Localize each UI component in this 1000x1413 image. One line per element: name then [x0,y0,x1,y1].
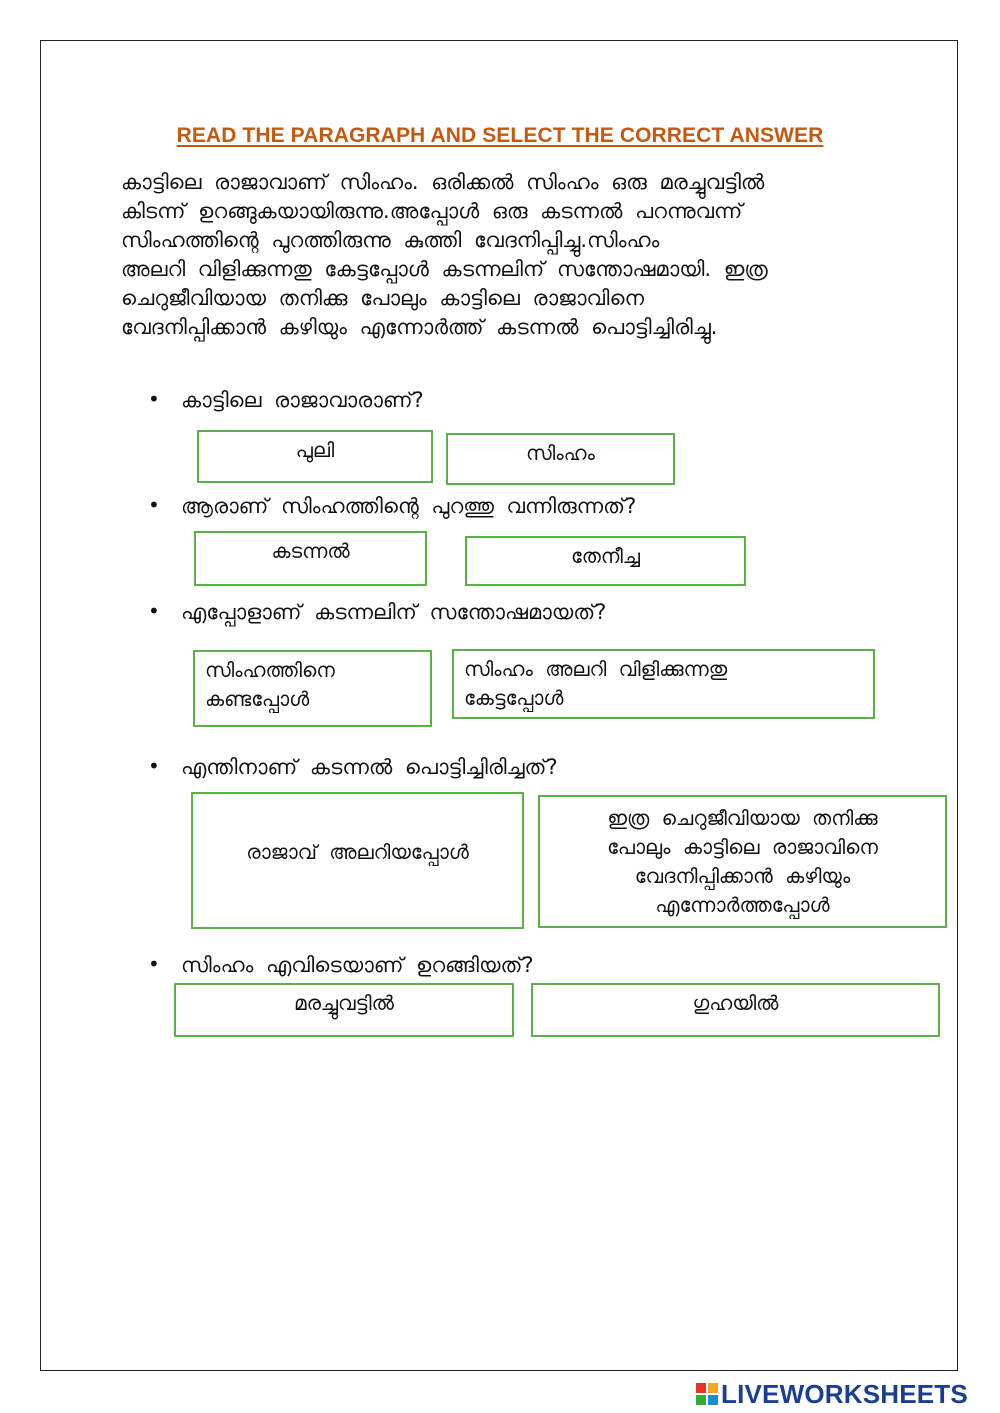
answer-option-q5-b[interactable] [531,983,940,1037]
bullet-icon: • [148,952,160,976]
question-text: ആരാണ് സിംഹത്തിന്റെ പുറത്തു വന്നിരുന്നത്? [181,494,637,518]
paragraph-line: സിംഹത്തിന്റെ പുറത്തിരുന്നു കുത്തി വേദനിപ്പിച്ചു.സിംഹം [121,228,660,252]
question-text: എപ്പോളാണ് കടന്നലിന് സന്തോഷമായത്? [181,600,607,624]
option-label: രാജാവ് അലറിയപ്പോൾ [246,840,469,864]
option-label-line: പോലും കാട്ടിലെ രാജാവിനെ [607,834,878,859]
option-label-line: വേദനിപ്പിക്കാൻ കഴിയും [634,863,851,888]
question-text: എന്തിനാണ് കടന്നൽ പൊട്ടിച്ചിരിച്ചത്? [181,755,558,779]
liveworksheets-logo-icon [696,1383,718,1405]
paragraph-line: അലറി വിളിക്കുന്നതു കേട്ടപ്പോൾ കടന്നലിന് സന്തോഷമായി. ഇത്ര [121,257,768,281]
paragraph-line: കിടന്ന് ഉറങ്ങുകയായിരുന്നു.അപ്പോൾ ഒരു കടന്നൽ പറന്നുവന്ന് [121,199,743,223]
question-text: കാട്ടിലെ രാജാവാരാണ്? [181,388,424,412]
answer-option-q5-a[interactable] [174,983,514,1037]
bullet-icon: • [148,599,160,623]
logo-square-orange [708,1383,718,1393]
option-label-line: കേട്ടപ്പോൾ [464,686,564,710]
logo-square-red [696,1383,706,1393]
liveworksheets-logo-text: LIVEWORKSHEETS [721,1378,968,1409]
option-label: കടന്നൽ [271,539,350,563]
option-label: സിംഹം [526,441,595,465]
paragraph-line: ചെറുജീവിയായ തനിക്കു പോലും കാട്ടിലെ രാജാവിനെ [121,286,644,310]
paragraph-line: വേദനിപ്പിക്കാൻ കഴിയും എന്നോർത്ത് കടന്നൽ പൊട്ടിച്ചിരിച്ചു. [121,315,718,339]
bullet-icon: • [148,754,160,778]
option-label: ഗുഹയിൽ [692,991,779,1015]
bullet-icon: • [148,387,160,411]
logo-square-blue [708,1395,718,1405]
option-label: പുലി [295,438,335,462]
answer-option-q3-b[interactable] [452,649,875,719]
option-label-line: സിംഹത്തിനെ [205,658,335,682]
paragraph-line: കാട്ടിലെ രാജാവാണ് സിംഹം. ഒരിക്കൽ സിംഹം ഒരു മരച്ചുവട്ടിൽ [121,170,765,194]
answer-option-q1-a[interactable] [197,430,433,483]
question-text: സിംഹം എവിടെയാണ് ഉറങ്ങിയത്? [181,953,534,977]
answer-option-q3-a[interactable] [193,650,432,727]
logo-square-green [696,1395,706,1405]
option-label: മരച്ചുവട്ടിൽ [294,991,394,1015]
worksheet-title: READ THE PARAGRAPH AND SELECT THE CORRECT ANSWER [176,124,824,147]
option-label-line: ഇത്ര ചെറുജീവിയായ തനിക്കു [607,805,878,830]
option-label-line: എന്നോർത്തപ്പോൾ [655,892,830,917]
answer-option-q2-a[interactable] [194,531,427,586]
option-label: തേനീച്ച [571,544,640,568]
answer-option-q1-b[interactable] [446,433,675,485]
answer-option-q2-b[interactable] [465,536,746,586]
option-label-line: സിംഹം അലറി വിളിക്കുന്നതു [464,657,728,681]
answer-option-q4-b[interactable] [538,795,947,928]
liveworksheets-logo [696,1378,968,1410]
answer-option-q4-a[interactable] [191,792,524,929]
option-label-line: കണ്ടപ്പോൾ [205,687,310,711]
bullet-icon: • [148,493,160,517]
